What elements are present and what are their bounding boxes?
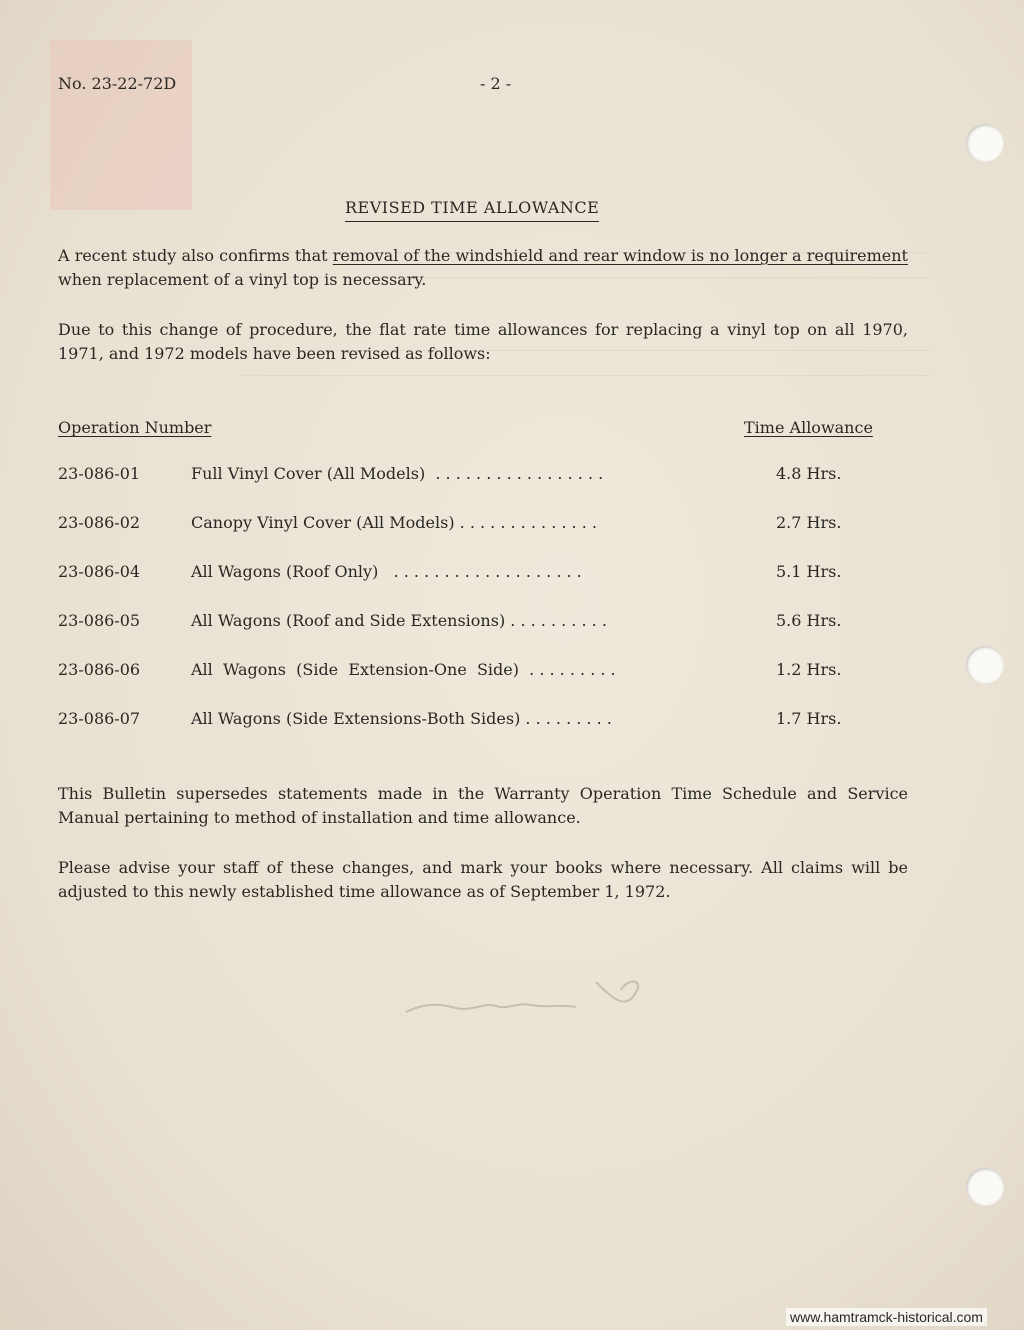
- paragraph-recent-study: [58, 244, 908, 292]
- operation-description: All Wagons (Side Extensions-Both Sides) . . . . . . . . .: [191, 709, 612, 728]
- operation-description: All Wagons (Side Extension-One Side) . . . . . . . . .: [191, 660, 616, 679]
- time-allowance: 1.2 Hrs.: [776, 660, 842, 679]
- paragraph1-intro: A recent study also confirms that: [58, 246, 333, 265]
- paragraph-procedure-change: Due to this change of procedure, the flat rate time allowances for replacing a vinyl top on all 1970, 1971, and 1972 models have been revised as follows:: [58, 320, 908, 363]
- operation-description: All Wagons (Roof Only) . . . . . . . . . . . . . . . . . . .: [191, 562, 582, 581]
- paragraph1-rest: when replacement of a vinyl top is necessary.: [58, 270, 427, 289]
- bulletin-number: No. 23-22-72D: [58, 74, 177, 93]
- table-row: [58, 513, 858, 537]
- operation-number: 23-086-01: [58, 464, 141, 483]
- operation-number: 23-086-07: [58, 709, 141, 728]
- operation-description: Canopy Vinyl Cover (All Models) . . . . . . . . . . . . . .: [191, 513, 597, 532]
- punch-hole-top: [966, 124, 1004, 162]
- punch-hole-middle: [966, 646, 1004, 684]
- operation-number: 23-086-05: [58, 611, 141, 630]
- punch-hole-bottom: [966, 1168, 1004, 1206]
- time-allowance: 5.6 Hrs.: [776, 611, 842, 630]
- table-row: [58, 611, 858, 635]
- section-heading: REVISED TIME ALLOWANCE: [345, 196, 599, 222]
- page-number: - 2 -: [480, 74, 512, 93]
- column-header-operation: Operation Number: [58, 418, 212, 437]
- time-allowance: 4.8 Hrs.: [776, 464, 842, 483]
- website-watermark: www.hamtramck-historical.com: [786, 1308, 987, 1326]
- paragraph1-underlined: removal of the windshield and rear window is no longer a requirement: [332, 246, 908, 265]
- operation-number: 23-086-06: [58, 660, 141, 679]
- table-row: [58, 660, 858, 684]
- column-header-time: Time Allowance: [744, 418, 873, 437]
- time-allowance: 1.7 Hrs.: [776, 709, 842, 728]
- paragraph-advise-staff: Please advise your staff of these changes, and mark your books where necessary. All claims will be adjusted to this newly established time allowance as of September 1, 1972.: [58, 858, 908, 901]
- bleed-logo-block: [50, 40, 192, 210]
- paragraph-supersedes: This Bulletin supersedes statements made in the Warranty Operation Time Schedule and Service Manual pertaining to method of installation and time allowance.: [58, 784, 908, 827]
- signature-graphic: [396, 972, 656, 1032]
- time-allowance: 2.7 Hrs.: [776, 513, 842, 532]
- operation-description: Full Vinyl Cover (All Models) . . . . . . . . . . . . . . . . .: [191, 464, 604, 483]
- operation-description: All Wagons (Roof and Side Extensions) . . . . . . . . . .: [191, 611, 607, 630]
- table-row: [58, 464, 858, 488]
- operation-number: 23-086-04: [58, 562, 141, 581]
- time-allowance: 5.1 Hrs.: [776, 562, 842, 581]
- table-row: [58, 709, 858, 733]
- operation-number: 23-086-02: [58, 513, 141, 532]
- table-row: [58, 562, 858, 586]
